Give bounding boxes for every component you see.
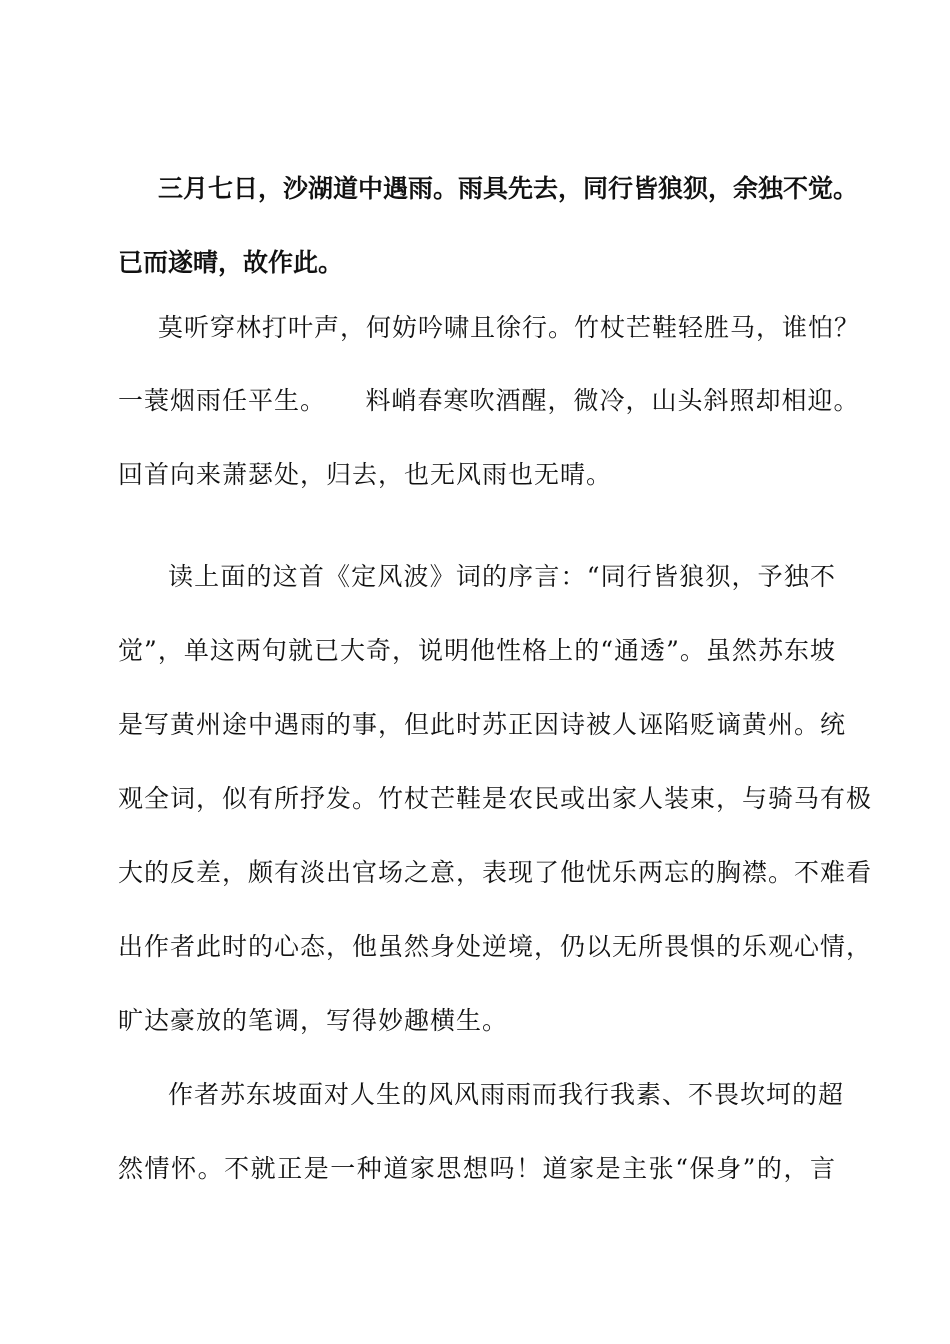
commentary-p2-line-2: 然情怀。不就正是一种道家思想吗！道家是主张“保身”的，言 bbox=[118, 1154, 836, 1183]
commentary-p1-line-6: 出作者此时的心态，他虽然身处逆境，仍以无所畏惧的乐观心情， bbox=[118, 932, 873, 961]
preface-line-1: 三月七日，沙湖道中遇雨。雨具先去，同行皆狼狈，余独不觉。 bbox=[158, 174, 859, 203]
commentary-p1-line-3: 是写黄州途中遇雨的事，但此时苏正因诗被人诬陷贬谪黄州。统 bbox=[118, 710, 847, 739]
commentary-p1-line-4: 观全词，似有所抒发。竹杖芒鞋是农民或出家人装束，与骑马有极 bbox=[118, 784, 873, 813]
poem-line-2: 一蓑烟雨任平生。 料峭春寒吹酒醒，微冷，山头斜照却相迎。 bbox=[118, 386, 860, 415]
commentary-p1-line-5: 大的反差，颇有淡出官场之意，表现了他忧乐两忘的胸襟。不难看 bbox=[118, 858, 873, 887]
poem-line-1: 莫听穿林打叶声，何妨吟啸且徐行。竹杖芒鞋轻胜马，谁怕？ bbox=[158, 313, 861, 342]
preface-line-2: 已而遂晴，故作此。 bbox=[118, 248, 344, 277]
poem-line-3: 回首向来萧瑟处，归去，也无风雨也无晴。 bbox=[118, 460, 613, 489]
commentary-p1-line-2: 觉”，单这两句就已大奇，说明他性格上的“通透”。虽然苏东坡 bbox=[118, 636, 836, 665]
commentary-p1-line-1: 读上面的这首《定风波》词的序言：“同行皆狼狈，予独不 bbox=[168, 562, 836, 591]
commentary-p1-line-7: 旷达豪放的笔调，写得妙趣横生。 bbox=[118, 1006, 509, 1035]
commentary-p2-line-1: 作者苏东坡面对人生的风风雨雨而我行我素、不畏坎坷的超 bbox=[168, 1080, 845, 1109]
